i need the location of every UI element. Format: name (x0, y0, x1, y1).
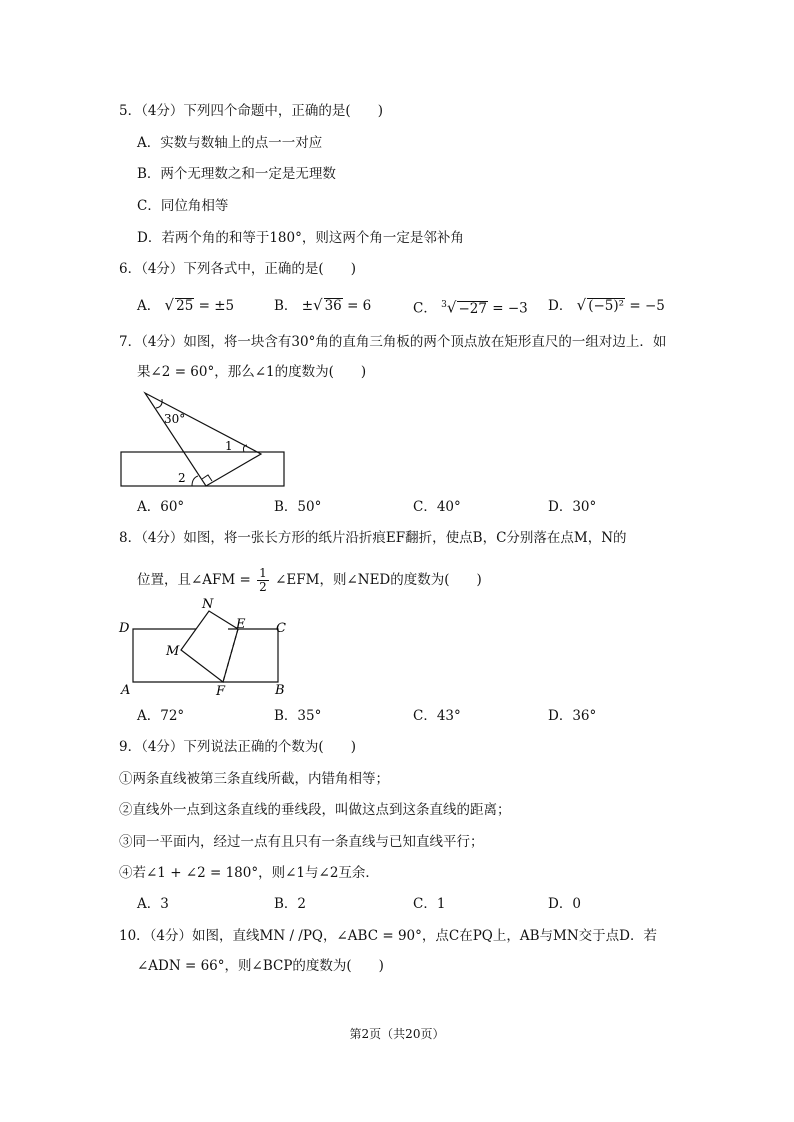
q5-option-d: D．若两个角的和等于180°，则这两个角一定是邻补角 (137, 230, 464, 246)
q8-stem-post: ∠EFM，则∠NED的度数为( ) (275, 572, 482, 588)
q6-option-b-letter: B． (274, 298, 298, 314)
paper-rectangle (133, 629, 278, 682)
q5-option-a: A．实数与数轴上的点一一对应 (137, 135, 323, 151)
q8-label-F: F (216, 684, 226, 699)
angle2-arc (192, 476, 198, 486)
q6-option-d-radicand: (−5)² (588, 298, 625, 314)
q9-statement-2: ②直线外一点到这条直线的垂线段，叫做这点到这条直线的距离； (119, 802, 511, 818)
folded-flap (181, 611, 238, 682)
q8-fraction-denominator: 2 (259, 580, 267, 594)
q8-label-A: A (121, 683, 131, 698)
sqrt-sign: √ (446, 298, 457, 317)
q8-label-D: D (119, 621, 130, 636)
q8-label-E: E (236, 617, 246, 632)
q6-option-a (137, 296, 234, 315)
q6-option-c-rest: = −3 (492, 300, 528, 317)
q8-stem-pre: 位置，且∠AFM = (137, 572, 251, 588)
q8-label-M: M (166, 644, 180, 659)
sqrt-sign: √ (576, 296, 587, 314)
q8-label-N: N (202, 597, 214, 612)
q7-stem-line2: 果∠2 = 60°，那么∠1的度数为( ) (137, 364, 367, 380)
q9-option-c: C．1 (413, 896, 446, 912)
q9-option-a: A．3 (137, 896, 169, 912)
q5-option-c: C．同位角相等 (137, 198, 229, 214)
q6-option-c-letter: C． (413, 300, 437, 317)
q6-option-d-rest: = −5 (629, 298, 665, 314)
q5-option-b: B．两个无理数之和一定是无理数 (137, 166, 336, 182)
q8-stem-line2 (137, 567, 482, 594)
q8-option-b: B．35° (274, 708, 322, 724)
q6-option-a-radicand: 25 (176, 298, 194, 314)
q6-option-b-rest: = 6 (347, 298, 372, 314)
q7-label-2: 2 (178, 471, 186, 485)
q6-option-d (548, 296, 665, 315)
q8-fraction-numerator: 1 (259, 566, 267, 580)
q8-fraction (257, 567, 269, 594)
sqrt-sign: √ (164, 296, 175, 314)
q9-statement-4: ④若∠1 + ∠2 = 180°，则∠1与∠2互余． (119, 865, 379, 881)
q8-figure (116, 594, 296, 700)
q6-option-c-radicand: −27 (458, 300, 487, 317)
q9-option-b: B．2 (274, 896, 307, 912)
q9-statement-1: ①两条直线被第三条直线所截，内错角相等； (119, 771, 389, 787)
set-square-triangle (145, 393, 261, 486)
q6-option-d-letter: D． (548, 298, 573, 314)
q9-option-d: D．0 (548, 896, 581, 912)
q7-option-d: D．30° (548, 499, 597, 515)
q8-stem-line1: 8．（4分）如图，将一张长方形的纸片沿折痕EF翻折，使点B，C分别落在点M，N的 (119, 530, 627, 546)
q6-option-a-letter: A． (137, 298, 161, 314)
q6-option-c-index: 3 (441, 300, 447, 310)
q7-option-a: A．60° (137, 499, 185, 515)
q7-stem-line1: 7．（4分）如图，将一块含有30°角的直角三角板的两个顶点放在矩形直尺的一组对边上．如 (119, 334, 667, 350)
q8-label-B: B (275, 683, 285, 698)
q8-option-c: C．43° (413, 708, 461, 724)
q6-option-b (274, 296, 371, 315)
q6-option-c (413, 296, 528, 318)
sqrt-sign: √ (313, 296, 323, 314)
q10-stem-line1: 10．（4分）如图，直线MN / /PQ，∠ABC = 90°，点C在PQ上，AB与MN交于点D．若 (119, 928, 657, 944)
q7-label-30: 30° (164, 412, 186, 426)
q7-figure (118, 388, 290, 490)
q9-statement-3: ③同一平面内，经过一点有且只有一条直线与已知直线平行； (119, 834, 484, 850)
q5-stem: 5．（4分）下列四个命题中，正确的是( ) (119, 103, 383, 119)
right-angle-mark (202, 475, 212, 481)
q8-option-a: A．72° (137, 708, 185, 724)
q7-option-b: B．50° (274, 499, 322, 515)
q8-option-d: D．36° (548, 708, 597, 724)
q8-label-C: C (276, 621, 286, 636)
q6-option-b-pre: ± (301, 298, 314, 314)
q9-stem: 9．（4分）下列说法正确的个数为( ) (119, 739, 356, 755)
page-footer: 第2页（共20页） (349, 1027, 445, 1041)
q7-label-1: 1 (225, 439, 233, 453)
q6-option-a-rest: = ±5 (198, 298, 235, 314)
q6-option-b-radicand: 36 (324, 298, 342, 314)
q6-stem: 6．（4分）下列各式中，正确的是( ) (119, 261, 356, 277)
q10-stem-line2: ∠ADN = 66°，则∠BCP的度数为( ) (137, 958, 384, 974)
q7-option-c: C．40° (413, 499, 461, 515)
